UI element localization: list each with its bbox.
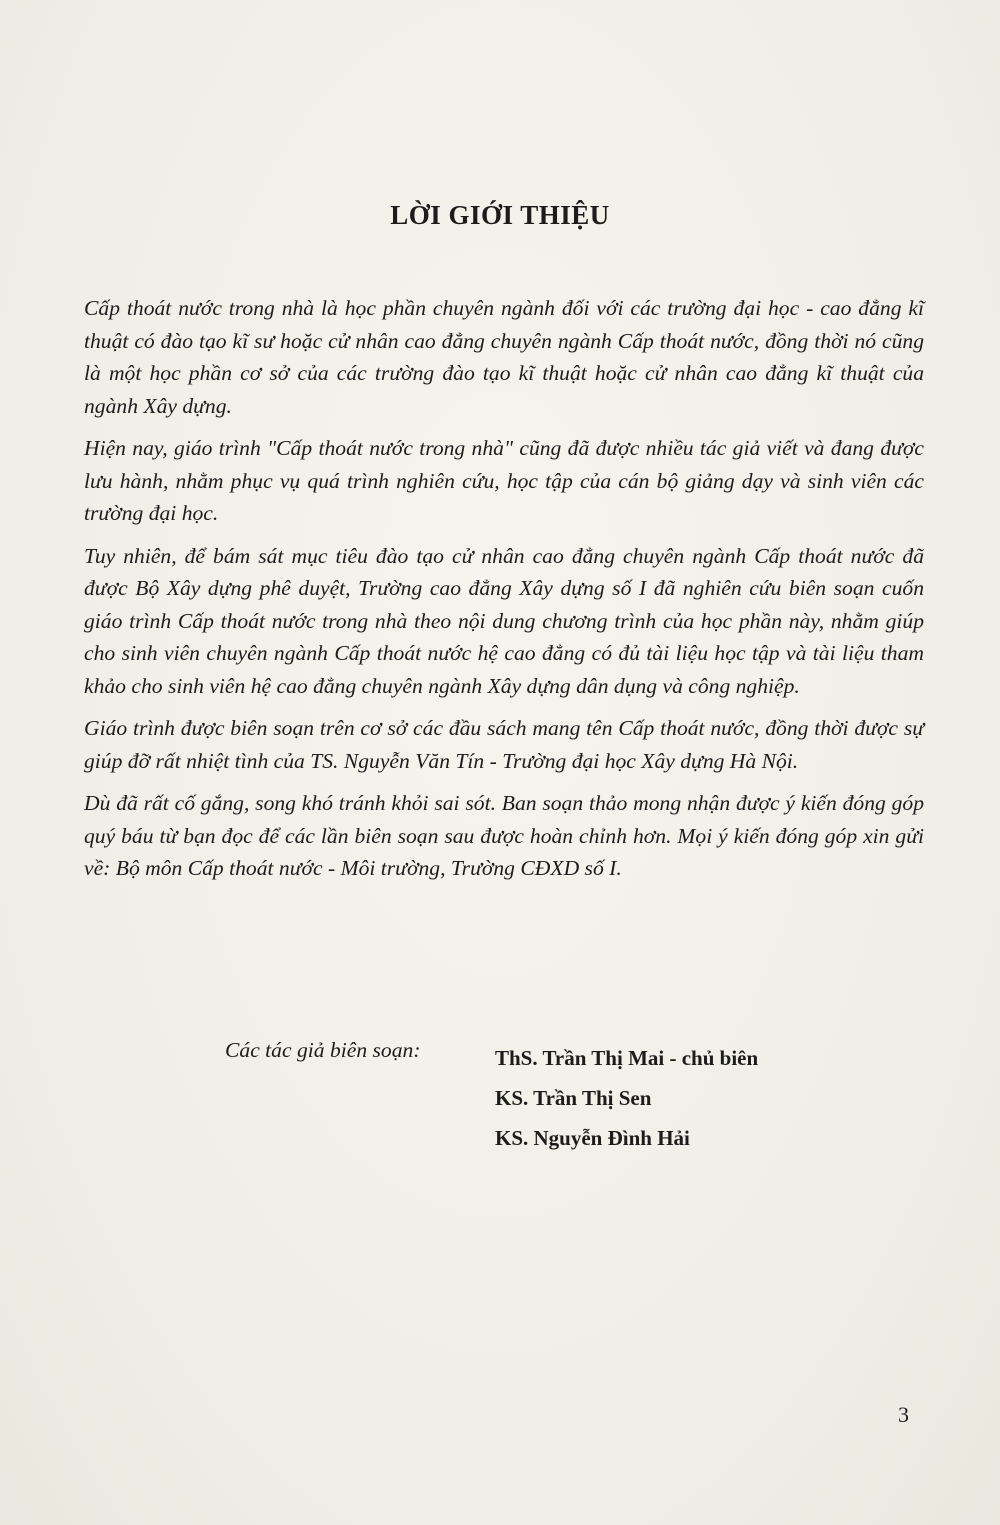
paragraph: Tuy nhiên, để bám sát mục tiêu đào tạo cử nhân cao đẳng chuyên ngành Cấp thoát nước đã được Bộ Xây dựng phê duyệt, Trường cao đẳng Xây dựng số I đã nghiên cứu biên soạn cuốn giáo trình Cấp thoát nước trong nhà theo nội dung chương trình của học phần này, nhằm giúp cho sinh viên chuyên ngành Cấp thoát nước hệ cao đẳng có đủ tài liệu học tập và tài liệu tham khảo cho sinh viên hệ cao đẳng chuyên ngành Xây dựng dân dụng và công nghiệp. <box>84 543 924 698</box>
paragraph: Hiện nay, giáo trình "Cấp thoát nước trong nhà" cũng đã được nhiều tác giả viết và đang được lưu hành, nhằm phục vụ quá trình nghiên cứu, học tập của cán bộ giảng dạy và sinh viên các trường đại học. <box>84 436 924 525</box>
author-name: KS. Nguyễn Đình Hải <box>495 1126 690 1150</box>
introduction-text <box>84 292 924 895</box>
author-name: ThS. Trần Thị Mai - chủ biên <box>495 1046 759 1070</box>
authors-label: Các tác giả biên soạn: <box>225 1038 421 1062</box>
page-title: LỜI GIỚI THIỆU <box>390 200 610 230</box>
page-number: 3 <box>898 1402 909 1427</box>
paragraph: Giáo trình được biên soạn trên cơ sở các đầu sách mang tên Cấp thoát nước, đồng thời được sự giúp đỡ rất nhiệt tình của TS. Nguyễn Văn Tín - Trường đại học Xây dựng Hà Nội. <box>84 716 924 773</box>
paragraph: Cấp thoát nước trong nhà là học phần chuyên ngành đối với các trường đại học - cao đẳng kĩ thuật có đào tạo kĩ sư hoặc cử nhân cao đẳng chuyên ngành Cấp thoát nước, đồng thời nó cũng là một học phần cơ sở của các trường đào tạo kĩ thuật hoặc cử nhân cao đẳng kĩ thuật của ngành Xây dựng. <box>84 296 924 418</box>
authors-list <box>495 1038 758 1158</box>
author-name: KS. Trần Thị Sen <box>495 1086 652 1110</box>
paragraph: Dù đã rất cố gắng, song khó tránh khỏi sai sót. Ban soạn thảo mong nhận được ý kiến đóng góp quý báu từ bạn đọc để các lần biên soạn sau được hoàn chỉnh hơn. Mọi ý kiến đóng góp xin gửi về: Bộ môn Cấp thoát nước - Môi trường, Trường CĐXD số I. <box>84 791 924 880</box>
